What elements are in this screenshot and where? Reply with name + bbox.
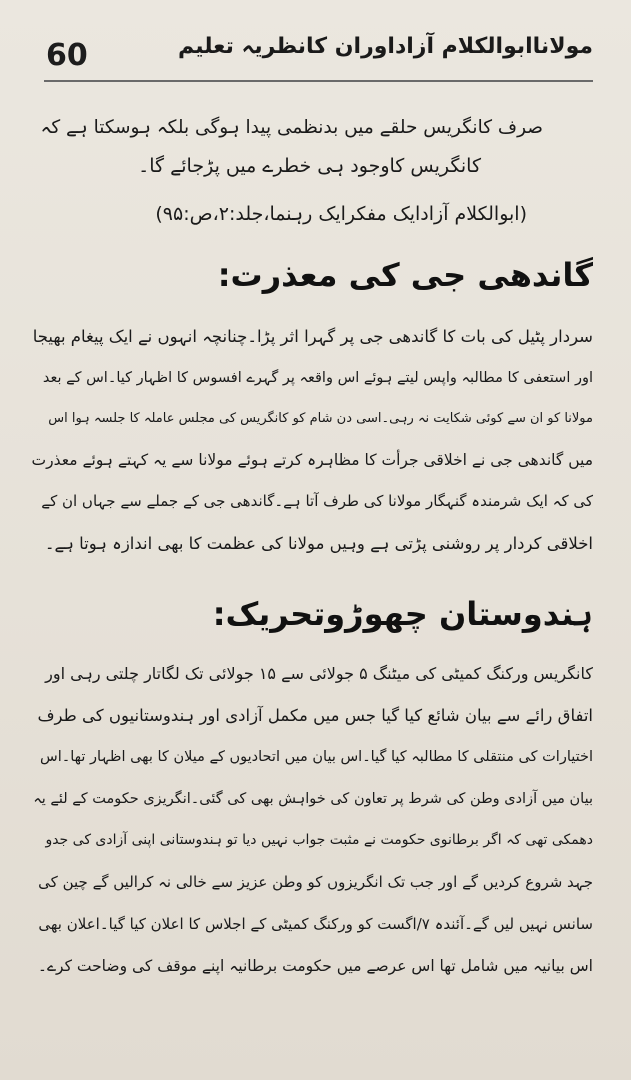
quote-line: کانگریس کاوجود ہی خطرے میں پڑجائے گا۔ [138, 155, 481, 177]
paragraph-line: اس بیانیہ میں شامل تھا اس عرصے میں حکومت برطانیہ اپنے موقف کی وضاحت کرے۔ [37, 957, 593, 975]
paragraph-line: کی کہ ایک شرمندہ گنہگار مولانا کی طرف آتا ہے۔گاندھی جی کے جملے سے جہاں ان کے [41, 492, 593, 510]
page-number: 60 [46, 38, 88, 73]
running-title: مولاناابوالکلام آزاداوران کانظریہ تعلیم [177, 34, 593, 59]
quote-line: صرف کانگریس حلقے میں بدنظمی پیدا ہوگی بلکہ ہوسکتا ہے کہ [40, 117, 543, 138]
header-rule [44, 80, 593, 82]
section-heading-gandhi-apology: گاندھی جی کی معذرت: [217, 256, 593, 294]
paragraph-line: اختیارات کی منتقلی کا مطالبہ کیا گیا۔اس بیان میں اتحادیوں کے میلان کا بھی اظہار تھا۔اس [40, 749, 593, 765]
quote-citation: (ابوالکلام آزادایک مفکرایک رہنما،جلد:۲،ص:۹۵) [155, 203, 527, 225]
paragraph-line: مولانا کو ان سے کوئی شکایت نہ رہی۔اسی دن شام کو کانگریس کی مجلس عاملہ کا جلسہ ہوا اس [48, 411, 593, 426]
paragraph-line: بیان میں آزادی وطن کی شرط پر تعاون کی خواہش بھی کی گئی۔انگریزی حکومت کے لئے یہ [33, 791, 593, 807]
section-heading-quit-india: ہندوستان چھوڑوتحریک: [212, 595, 593, 633]
paragraph-line: اتفاق رائے سے بیان شائع کیا گیا جس میں مکمل آزادی اور ہندوستانیوں کی طرف [37, 706, 593, 725]
paragraph-line: سانس نہیں لیں گے۔آئندہ ۷/اگست کو ورکنگ کمیٹی کے اجلاس کا اعلان کیا گیا۔اعلان بھی [38, 915, 593, 933]
paragraph-line: میں گاندھی جی نے اخلاقی جرأت کا مظاہرہ کرتے ہوئے مولانا سے یہ کہتے ہوئے معذرت [31, 451, 593, 469]
paragraph-line: دھمکی تھی کہ اگر برطانوی حکومت نے مثبت جواب نہیں دیا تو ہندوستانی اپنی آزادی کی جدو [45, 832, 593, 848]
paragraph-line: اخلاقی کردار پر روشنی پڑتی ہے وہیں مولانا کی عظمت کا بھی اندازہ ہوتا ہے۔ [44, 534, 593, 553]
paragraph-line: اور استعفی کا مطالبہ واپس لیتے ہوئے اس واقعہ پر گہرے افسوس کا اظہار کیا۔اس کے بعد [42, 370, 593, 386]
paragraph-line: جہد شروع کردیں گے اور جب تک انگریزوں کو وطن عزیز سے خالی نہ کرالیں گے چین کی [38, 873, 593, 891]
paragraph-line: کانگریس ورکنگ کمیٹی کی میٹنگ ۵ جولائی سے ۱۵ جولائی تک لگاتار چلتی رہی اور [45, 664, 593, 683]
paragraph-line: سردار پٹیل کی بات کا گاندھی جی پر گہرا اثر پڑا۔چنانچہ انہوں نے ایک پیغام بھیجا [32, 327, 593, 346]
